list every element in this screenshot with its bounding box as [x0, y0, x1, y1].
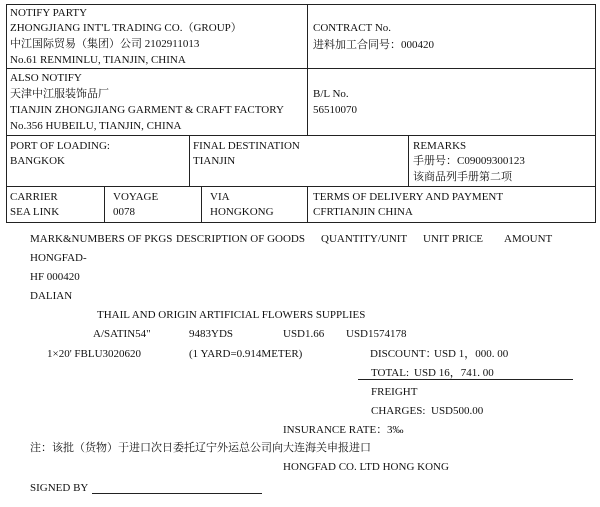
notify-party-line3: No.61 RENMINLU, TIANJIN, CHINA — [10, 54, 186, 66]
contract-label: CONTRACT No. — [313, 22, 392, 34]
carrier-value: SEA LINK — [10, 206, 60, 218]
col-amount-header: AMOUNT — [504, 233, 553, 245]
also-notify-line2: TIANJIN ZHONGJIANG GARMENT & CRAFT FACTORY — [10, 104, 284, 116]
also-notify-line1: 天津中江服装饰品厂 — [10, 88, 109, 100]
yard-note: (1 YARD=0.914METER) — [189, 348, 303, 360]
contract-value: 进料加工合同号：000420 — [313, 39, 434, 51]
bl-label: B/L No. — [313, 88, 349, 100]
signed-by-label: SIGNED BY — [30, 482, 89, 494]
col-divider-voyage — [104, 186, 105, 223]
remarks-label: REMARKS — [413, 140, 467, 152]
container-number: 1×20' FBLU3020620 — [47, 348, 142, 360]
remarks-line1: 手册号：C09009300123 — [413, 155, 525, 167]
remarks-line2: 该商品列手册第二项 — [413, 171, 512, 183]
total-underline — [358, 379, 573, 380]
table-left-border — [6, 4, 7, 223]
total-label: TOTAL: — [371, 367, 410, 379]
col-divider-remarks — [408, 135, 409, 187]
goods-title: THAIL AND ORIGIN ARTIFICIAL FLOWERS SUPPLIES — [97, 309, 366, 321]
voyage-value: 0078 — [113, 206, 135, 218]
row-divider-3 — [6, 186, 596, 187]
also-notify-label: ALSO NOTIFY — [10, 72, 82, 84]
row-divider-2 — [6, 135, 596, 136]
goods-amount: USD1574178 — [346, 328, 407, 340]
final-destination-label: FINAL DESTINATION — [193, 140, 300, 152]
mark-line-3: DALIAN — [30, 290, 73, 302]
goods-unit-price: USD1.66 — [283, 328, 325, 340]
charges-label: CHARGES: — [371, 405, 426, 417]
col-divider-via — [201, 186, 202, 223]
insurance-rate-value: 3‰ — [387, 424, 404, 436]
mark-line-1: HONGFAD- — [30, 252, 87, 264]
discount-label: DISCOUNT： — [370, 348, 437, 360]
port-of-loading-value: BANGKOK — [10, 155, 65, 167]
also-notify-line3: No.356 HUBEILU, TIANJIN, CHINA — [10, 120, 182, 132]
final-destination-value: TIANJIN — [193, 155, 236, 167]
total-value: USD 16，741. 00 — [414, 367, 494, 379]
via-label: VIA — [210, 191, 230, 203]
notify-party-line1: ZHONGJIANG INT'L TRADING CO.（GROUP） — [10, 22, 242, 34]
table-top-border — [6, 4, 596, 5]
port-of-loading-label: PORT OF LOADING: — [10, 140, 110, 152]
charges-value: USD500.00 — [431, 405, 484, 417]
goods-quantity: 9483YDS — [189, 328, 234, 340]
col-divider-top — [307, 4, 308, 136]
bl-value: 56510070 — [313, 104, 357, 116]
terms-value: CFRTIANJIN CHINA — [313, 206, 413, 218]
row-divider-1 — [6, 68, 596, 69]
issuing-company: HONGFAD CO. LTD HONG KONG — [283, 461, 449, 473]
goods-item: A/SATIN54" — [93, 328, 151, 340]
insurance-rate-label: INSURANCE RATE： — [283, 424, 388, 436]
discount-value: USD 1，000. 00 — [434, 348, 509, 360]
notify-party-line2: 中江国际贸易（集团）公司 2102911013 — [10, 38, 200, 50]
col-quantity-header: QUANTITY/UNIT — [321, 233, 408, 245]
import-note: 注：该批（货物）于进口次日委托辽宁外运总公司向大连海关申报进口 — [30, 442, 371, 454]
notify-party-label: NOTIFY PARTY — [10, 7, 88, 19]
col-marks-header: MARK&NUMBERS OF PKGS — [30, 233, 173, 245]
table-bottom-border — [6, 222, 596, 223]
voyage-label: VOYAGE — [113, 191, 159, 203]
mark-line-2: HF 000420 — [30, 271, 80, 283]
col-divider-final-destination — [189, 135, 190, 187]
terms-label: TERMS OF DELIVERY AND PAYMENT — [313, 191, 504, 203]
col-unit-price-header: UNIT PRICE — [423, 233, 483, 245]
col-divider-terms — [307, 186, 308, 223]
signature-line — [92, 493, 262, 494]
carrier-label: CARRIER — [10, 191, 58, 203]
via-value: HONGKONG — [210, 206, 274, 218]
table-right-border — [595, 4, 596, 223]
freight-label: FREIGHT — [371, 386, 418, 398]
col-description-header: DESCRIPTION OF GOODS — [176, 233, 305, 245]
